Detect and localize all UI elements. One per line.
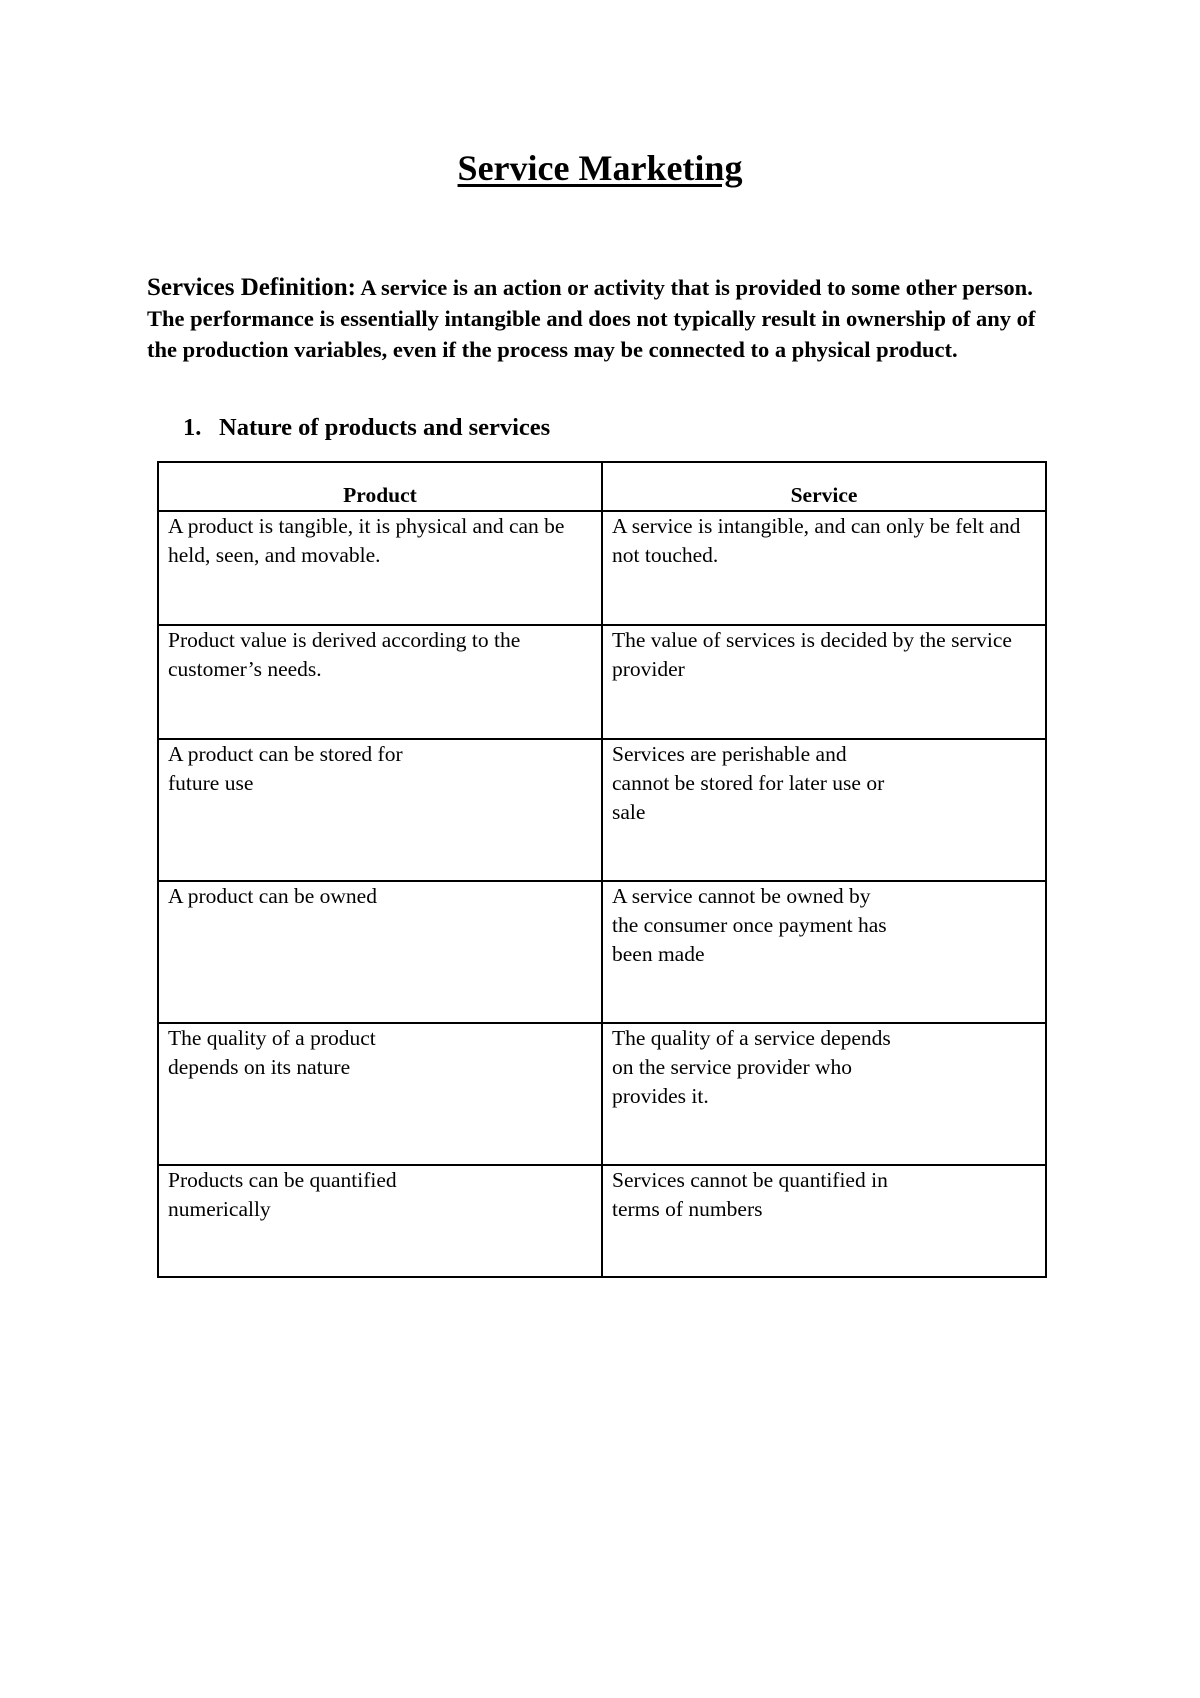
table-row [158,625,1046,739]
product-cell-text: A product can be owned [168,884,377,908]
service-cell [602,625,1046,739]
service-cell-text: A service is intangible, and can only be felt and not touched. [612,514,1021,567]
services-definition [147,272,1062,365]
service-cell [602,881,1046,1023]
section-heading [183,413,550,443]
table-header-row [158,462,1046,511]
service-cell [602,1165,1046,1277]
table-row [158,511,1046,625]
product-service-comparison-table [157,461,1047,1278]
product-cell-text: A product is tangible, it is physical and can be held, seen, and movable. [168,514,565,567]
product-cell [158,1165,602,1277]
product-cell [158,881,602,1023]
product-cell-text: A product can be stored for future use [168,742,403,795]
table-row [158,739,1046,881]
section-number: 1. [183,414,202,441]
service-cell-text: The value of services is decided by the service provider [612,628,1012,681]
product-cell-text: Product value is derived according to the customer’s needs. [168,628,521,681]
product-cell-text: The quality of a product depends on its nature [168,1026,376,1079]
page-title: Service Marketing [457,148,743,188]
service-cell [602,1023,1046,1165]
product-cell [158,739,602,881]
service-cell [602,511,1046,625]
service-cell [602,739,1046,881]
table-row [158,1165,1046,1277]
table-row [158,1023,1046,1165]
definition-label: Services Definition: [147,274,356,301]
product-cell [158,625,602,739]
service-cell-text: A service cannot be owned by the consumer once payment has been made [612,884,887,966]
section-title: Nature of products and services [219,414,551,441]
service-cell-text: Services are perishable and cannot be stored for later use or sale [612,742,885,824]
product-cell-text: Products can be quantified numerically [168,1168,397,1221]
service-cell-text: Services cannot be quantified in terms of numbers [612,1168,888,1221]
header-service: Service [602,462,1046,511]
product-cell [158,511,602,625]
header-product: Product [158,462,602,511]
service-cell-text: The quality of a service depends on the service provider who provides it. [612,1026,891,1108]
table-row [158,881,1046,1023]
product-cell [158,1023,602,1165]
definition-text: A service is an action or activity that is provided to some other person. The performance is essentially intangible and does not typically result in ownership of any of the production variables, even if the process may be connected to a physical product. [147,275,1036,362]
